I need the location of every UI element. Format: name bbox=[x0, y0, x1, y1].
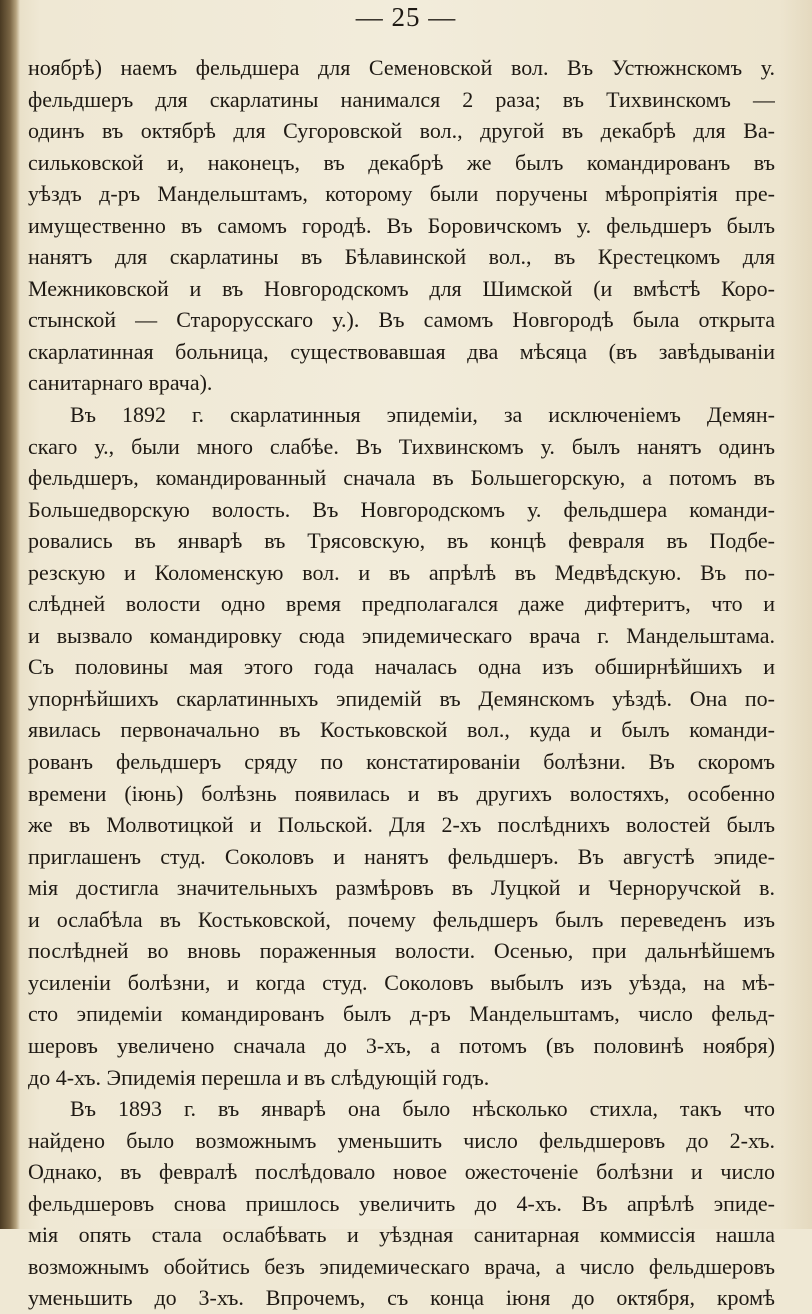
text-line: Межниковской и въ Новгородскомъ для Шимской (и вмѣстѣ Коро- bbox=[28, 275, 775, 301]
text-line: Съ половины мая этого года началась одна изъ обширнѣйшихъ и bbox=[28, 654, 775, 680]
text-line: нанятъ для скарлатины въ Бѣлавинской вол., въ Крестецкомъ для bbox=[28, 244, 775, 270]
text-line: имущественно въ самомъ городѣ. Въ Боровичскомъ у. фельдшеръ былъ bbox=[28, 212, 775, 238]
text-line: Однако, въ февралѣ послѣдовало новое ожесточеніе болѣзни и число bbox=[28, 1159, 775, 1185]
text-line: уменьшить до 3-хъ. Впрочемъ, съ конца іюня до октября, кромѣ bbox=[28, 1285, 775, 1311]
text-line: шеровъ увеличено сначала до 3-хъ, а потомъ (въ половинѣ ноября) bbox=[28, 1032, 775, 1058]
book-spine-edge bbox=[0, 0, 20, 1229]
text-line: ноябрѣ) наемъ фельдшера для Семеновской вол. Въ Устюжнскомъ у. bbox=[28, 55, 775, 80]
text-line: скарлатинная больница, существовавшая два мѣсяца (въ завѣдываніи bbox=[28, 338, 775, 364]
text-line: сто эпидеміи командированъ былъ д-ръ Мандельштамъ, число фельд- bbox=[28, 1001, 775, 1027]
text-line: Большедворскую волость. Въ Новгородскомъ у. фельдшера команди- bbox=[28, 496, 775, 522]
text-line: рованъ фельдшеръ сряду по констатированіи болѣзни. Въ скоромъ bbox=[28, 749, 775, 775]
text-line: фельдшеровъ снова пришлось увеличить до 4-хъ. Въ апрѣлѣ эпиде- bbox=[28, 1190, 775, 1216]
text-line: слѣдней волости одно время предполагался даже дифтеритъ, что и bbox=[28, 591, 775, 617]
text-line: фельдшеръ, командированный сначала въ Большегорскую, а потомъ въ bbox=[28, 465, 775, 491]
body-text bbox=[28, 52, 775, 1314]
text-line: приглашенъ студ. Соколовъ и нанятъ фельдшеръ. Въ августѣ эпиде- bbox=[28, 843, 775, 869]
text-line: мія достигла значительныхъ размѣровъ въ Луцкой и Черноручской в. bbox=[28, 875, 775, 901]
text-line: фельдшеръ для скарлатины нанимался 2 раза; въ Тихвинскомъ — bbox=[28, 86, 775, 112]
text-line: явилась первоначально въ Костьковской вол., куда и былъ команди- bbox=[28, 717, 775, 743]
text-line: упорнѣйшихъ скарлатинныхъ эпидемій въ Демянскомъ уѣздѣ. Она по- bbox=[28, 685, 775, 711]
text-line: и ослабѣла въ Костьковской, почему фельдшеръ былъ переведенъ изъ bbox=[28, 906, 775, 932]
page-number: — 25 — bbox=[355, 2, 457, 32]
text-line: резскую и Коломенскую вол. и въ апрѣлѣ въ Медвѣдскую. Въ по- bbox=[28, 559, 775, 585]
text-line: одинъ въ октябрѣ для Сугоровской вол., другой въ декабрѣ для Ва- bbox=[28, 118, 775, 144]
text-line: времени (іюнь) болѣзнь появилась и въ другихъ волостяхъ, особенно bbox=[28, 780, 775, 806]
text-line: уѣздъ д-ръ Мандельштамъ, которому были поручены мѣропріятія пре- bbox=[28, 181, 775, 207]
text-line: найдено было возможнымъ уменьшить число фельдшеровъ до 2-хъ. bbox=[28, 1127, 775, 1153]
text-line: до 4-хъ. Эпидемія перешла и въ слѣдующій годъ. bbox=[28, 1064, 490, 1090]
text-line: усиленіи болѣзни, и когда студ. Соколовъ выбылъ изъ уѣзда, на мѣ- bbox=[28, 969, 775, 995]
text-line: возможнымъ обойтись безъ эпидемическаго врача, а число фельдшеровъ bbox=[28, 1253, 775, 1279]
text-line: ровались въ январѣ въ Трясовскую, въ концѣ февраля въ Подбе- bbox=[28, 528, 775, 554]
text-line: Въ 1892 г. скарлатинныя эпидеміи, за исключеніемъ Демян- bbox=[70, 402, 775, 428]
text-line: послѣдней во вновь пораженныя волости. Осенью, при дальнѣйшемъ bbox=[28, 938, 775, 964]
text-line: и вызвало командировку сюда эпидемическаго врача г. Мандельштама. bbox=[28, 622, 775, 648]
text-line: же въ Молвотицкой и Польской. Для 2-хъ послѣднихъ волостей былъ bbox=[28, 812, 775, 838]
text-line: Въ 1893 г. въ январѣ она было нѣсколько стихла, такъ что bbox=[70, 1096, 775, 1122]
text-line: скаго у., были много слабѣе. Въ Тихвинскомъ у. былъ нанятъ одинъ bbox=[28, 433, 775, 459]
text-line: санитарнаго врача). bbox=[28, 370, 213, 396]
text-line: мія опять стала ослабѣвать и уѣздная санитарная коммиссія нашла bbox=[28, 1222, 775, 1248]
text-line: сильковской и, наконецъ, въ декабрѣ же былъ командированъ въ bbox=[28, 149, 775, 175]
text-line: стынской — Старорусскаго у.). Въ самомъ Новгородѣ была открыта bbox=[28, 307, 775, 333]
